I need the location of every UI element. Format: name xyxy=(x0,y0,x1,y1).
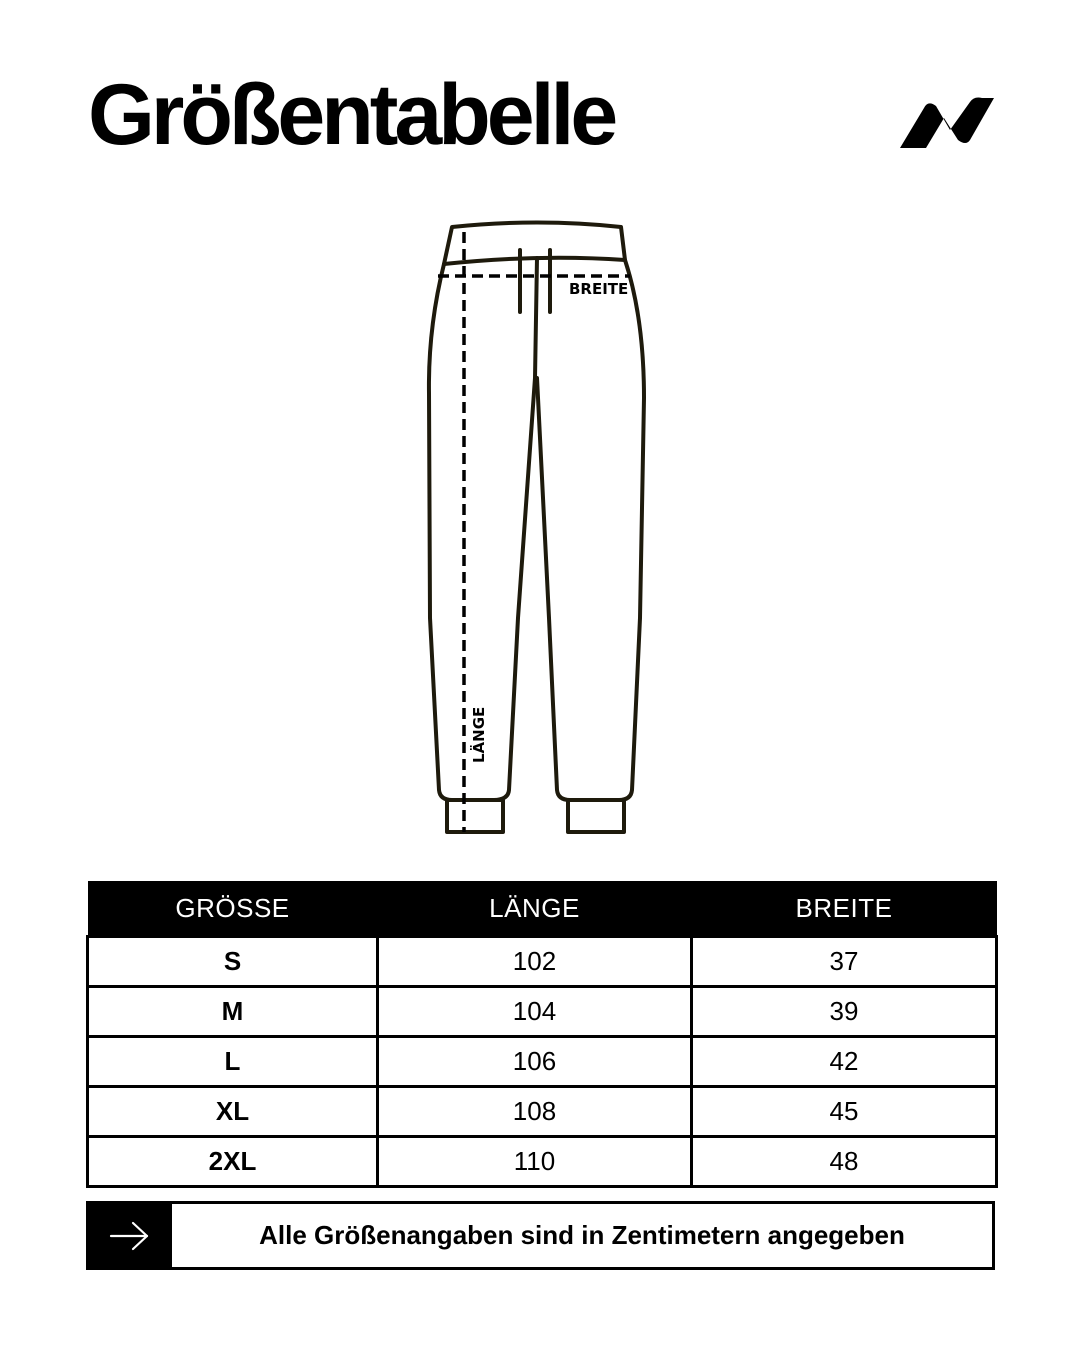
units-note-text: Alle Größenangaben sind in Zentimetern angegeben xyxy=(169,1204,992,1267)
table-row xyxy=(88,987,997,1037)
table-row xyxy=(88,937,997,987)
size-cell: L xyxy=(88,1037,378,1087)
column-header-length: LÄNGE xyxy=(378,881,692,937)
column-header-width: BREITE xyxy=(692,881,997,937)
table-row xyxy=(88,1037,997,1087)
brand-logo-icon xyxy=(898,96,996,150)
size-cell: S xyxy=(88,937,378,987)
width-measurement-label: BREITE xyxy=(569,280,629,298)
width-cell: 45 xyxy=(692,1087,997,1137)
length-cell: 102 xyxy=(378,937,692,987)
width-cell: 37 xyxy=(692,937,997,987)
table-row xyxy=(88,1087,997,1137)
size-table xyxy=(86,881,998,1188)
length-cell: 108 xyxy=(378,1087,692,1137)
length-measurement-label: LÄNGE xyxy=(470,706,488,763)
length-cell: 106 xyxy=(378,1037,692,1087)
size-cell: XL xyxy=(88,1087,378,1137)
units-note xyxy=(86,1201,995,1270)
arrow-right-icon xyxy=(89,1204,169,1267)
table-row xyxy=(88,1137,997,1187)
pants-illustration xyxy=(418,218,658,843)
width-cell: 48 xyxy=(692,1137,997,1187)
width-cell: 42 xyxy=(692,1037,997,1087)
column-header-size: GRÖSSE xyxy=(88,881,378,937)
length-cell: 104 xyxy=(378,987,692,1037)
width-cell: 39 xyxy=(692,987,997,1037)
size-cell: M xyxy=(88,987,378,1037)
length-cell: 110 xyxy=(378,1137,692,1187)
size-cell: 2XL xyxy=(88,1137,378,1187)
page-title: Größentabelle xyxy=(88,67,615,163)
table-header-row xyxy=(88,881,997,937)
